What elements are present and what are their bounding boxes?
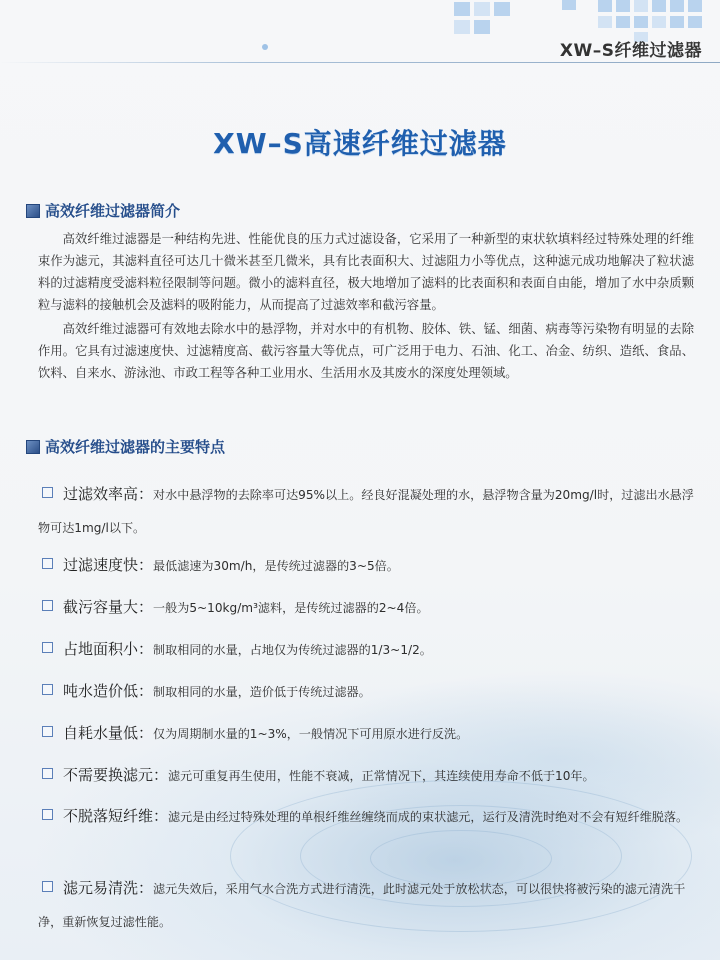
feature-item: 自耗水量低：仅为周期制水量的1~3%，一般情况下可用原水进行反洗。 — [38, 716, 694, 751]
page-title: XW–S高速纤维过滤器 — [213, 127, 507, 160]
feature-name: 自耗水量低 — [63, 724, 139, 742]
feature-desc: 最低滤速为30m/h，是传统过滤器的3~5倍。 — [153, 559, 399, 573]
feature-desc: 滤元是由经过特殊处理的单根纤维丝缠绕而成的束状滤元，运行及清洗时绝对不会有短纤维脱落。 — [168, 810, 689, 824]
checkbox-bullet-icon — [42, 684, 53, 695]
feature-desc: 仅为周期制水量的1~3%，一般情况下可用原水进行反洗。 — [153, 727, 469, 741]
checkbox-bullet-icon — [42, 809, 53, 820]
checkbox-bullet-icon — [42, 881, 53, 892]
intro-paragraph-1: 高效纤维过滤器是一种结构先进、性能优良的压力式过滤设备，它采用了一种新型的束状软填料经过特殊处理的纤维束作为滤元，其滤料直径可达几十微米甚至几微米，具有比表面积大、过滤阻力小等优点，这种滤元成功地解决了粒状滤料的过滤精度受滤料粒径限制等问题。微小的滤料直径，极大地增加了滤料的比表面积和表面自由能，增加了水中杂质颗粒与滤料的接触机会及滤料的吸附能力，从而提高了过滤效率和截污容量。 — [38, 232, 694, 312]
checkbox-bullet-icon — [42, 487, 53, 498]
feature-item: 过滤效率高：对水中悬浮物的去除率可达95%以上。经良好混凝处理的水，悬浮物含量为20mg/l时，过滤出水悬浮物可达1mg/l以下。 — [38, 485, 694, 535]
intro-heading-text: 高效纤维过滤器简介 — [45, 202, 181, 220]
feature-desc: 滤元失效后，采用气水合洗方式进行清洗，此时滤元处于放松状态，可以很快将被污染的滤元清洗干净，重新恢复过滤性能。 — [38, 882, 686, 929]
feature-desc: 制取相同的水量，造价低于传统过滤器。 — [153, 685, 371, 699]
features-heading — [26, 436, 225, 457]
checkbox-bullet-icon — [42, 726, 53, 737]
feature-name: 截污容量大 — [63, 598, 139, 616]
feature-name: 滤元易清洗 — [63, 879, 139, 897]
feature-name: 占地面积小 — [63, 640, 139, 658]
feature-name: 吨水造价低 — [63, 682, 139, 700]
feature-desc: 一般为5~10kg/m³滤料，是传统过滤器的2~4倍。 — [153, 601, 429, 615]
header-product-tag: XW–S纤维过滤器 — [559, 41, 702, 61]
feature-item: 不脱落短纤维：滤元是由经过特殊处理的单根纤维丝缠绕而成的束状滤元，运行及清洗时绝对不会有短纤维脱落。 — [38, 800, 694, 834]
intro-paragraph-2: 高效纤维过滤器可有效地去除水中的悬浮物，并对水中的有机物、胶体、铁、锰、细菌、病毒等污染物有明显的去除作用。它具有过滤速度快、过滤精度高、截污容量大等优点，可广泛用于电力、石油、化工、冶金、纺织、造纸、食品、饮料、自来水、游泳池、市政工程等各种工业用水、生活用水及其废水的深度处理领域。 — [38, 322, 694, 380]
feature-desc: 制取相同的水量，占地仅为传统过滤器的1/3~1/2。 — [153, 643, 432, 657]
header-divider — [0, 62, 720, 63]
checkbox-bullet-icon — [42, 600, 53, 611]
square-bullet-icon — [26, 440, 40, 454]
feature-name: 不需要换滤元 — [63, 766, 154, 784]
intro-heading — [26, 200, 180, 221]
feature-item: 占地面积小：制取相同的水量，占地仅为传统过滤器的1/3~1/2。 — [38, 632, 694, 667]
feature-name: 过滤效率高 — [63, 485, 139, 503]
square-bullet-icon — [26, 204, 40, 218]
feature-name: 过滤速度快 — [63, 556, 139, 574]
feature-item: 吨水造价低：制取相同的水量，造价低于传统过滤器。 — [38, 674, 694, 709]
feature-name: 不脱落短纤维 — [63, 807, 154, 825]
feature-item: 滤元易清洗：滤元失效后，采用气水合洗方式进行清洗，此时滤元处于放松状态，可以很快将被污染的滤元清洗干净，重新恢复过滤性能。 — [38, 879, 686, 929]
features-heading-text: 高效纤维过滤器的主要特点 — [45, 438, 226, 456]
feature-desc: 对水中悬浮物的去除率可达95%以上。经良好混凝处理的水，悬浮物含量为20mg/l时，过滤出水悬浮物可达1mg/l以下。 — [38, 488, 694, 535]
checkbox-bullet-icon — [42, 642, 53, 653]
feature-item: 过滤速度快：最低滤速为30m/h，是传统过滤器的3~5倍。 — [38, 548, 694, 583]
feature-desc: 滤元可重复再生使用，性能不衰减，正常情况下，其连续使用寿命不低于10年。 — [168, 769, 595, 783]
feature-item: 不需要换滤元：滤元可重复再生使用，性能不衰减，正常情况下，其连续使用寿命不低于10年。 — [38, 758, 694, 793]
checkbox-bullet-icon — [42, 768, 53, 779]
feature-item: 截污容量大：一般为5~10kg/m³滤料，是传统过滤器的2~4倍。 — [38, 590, 694, 625]
checkbox-bullet-icon — [42, 558, 53, 569]
